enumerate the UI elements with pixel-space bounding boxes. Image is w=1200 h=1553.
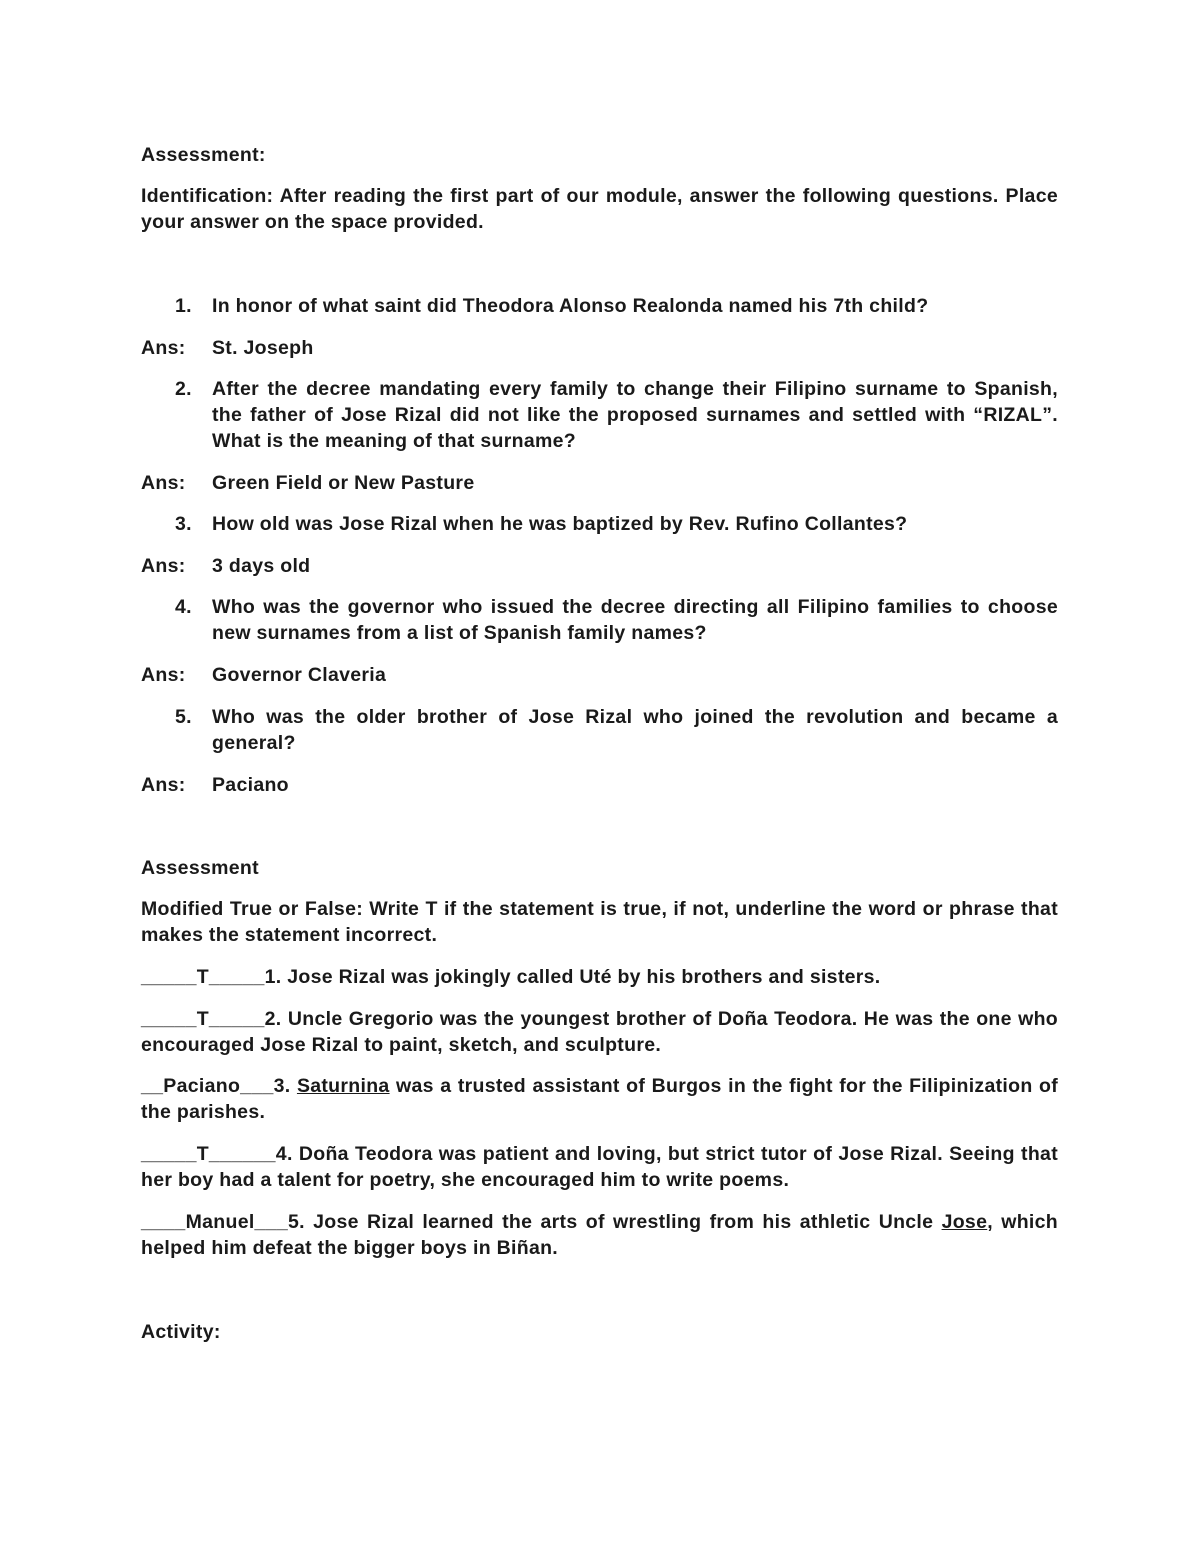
question-number: 4. xyxy=(175,596,192,618)
answer-value: Paciano xyxy=(212,774,289,796)
true-false-item xyxy=(141,964,1058,990)
answer-label: Ans: xyxy=(141,664,186,686)
statement-text: , which helped him defeat the bigger boys in Biñan. xyxy=(141,1211,1058,1259)
underlined-word: Jose xyxy=(941,1211,988,1233)
true-false-item xyxy=(141,1209,1058,1261)
answer-blank: _____T_____2. xyxy=(141,1008,282,1030)
document-page xyxy=(141,0,1058,1553)
true-false-item xyxy=(141,1006,1058,1058)
true-false-instructions: Modified True or False: Write T if the statement is true, if not, underline the word or phrase that makes the statement incorrect. xyxy=(141,898,1058,946)
assessment-heading: Assessment xyxy=(141,857,259,879)
statement-text: Doña Teodora was patient and loving, but strict tutor of Jose Rizal. Seeing that her boy had a talent for poetry, she encouraged him to write poems. xyxy=(141,1143,1058,1191)
statement-text: Jose Rizal learned the arts of wrestling from his athletic Uncle xyxy=(304,1211,942,1233)
statement-text: Jose Rizal was jokingly called Uté by his brothers and sisters. xyxy=(281,966,881,988)
question-number: 3. xyxy=(175,513,192,535)
question-number: 1. xyxy=(175,295,192,317)
question-number: 2. xyxy=(175,378,192,400)
answer-value: St. Joseph xyxy=(212,337,314,359)
answer-value: Governor Claveria xyxy=(212,664,387,686)
assessment-heading: Assessment: xyxy=(141,144,266,166)
question-number: 5. xyxy=(175,706,192,728)
true-false-item xyxy=(141,1073,1058,1125)
identification-instructions: Identification: After reading the first part of our module, answer the following questions. Place your answer on the space provided. xyxy=(141,185,1058,233)
statement-text: Uncle Gregorio was the youngest brother of Doña Teodora. He was the one who encouraged Jose Rizal to paint, sketch, and sculpture. xyxy=(141,1008,1058,1056)
question-text: After the decree mandating every family to change their Filipino surname to Spanish, the father of Jose Rizal did not like the proposed surnames and settled with “RIZAL”. What is the meaning of that surname? xyxy=(212,378,1058,452)
answer-label: Ans: xyxy=(141,337,186,359)
answer-label: Ans: xyxy=(141,555,186,577)
question-text: In honor of what saint did Theodora Alonso Realonda named his 7th child? xyxy=(212,295,929,317)
answer-value: Green Field or New Pasture xyxy=(212,472,475,494)
answer-label: Ans: xyxy=(141,472,186,494)
question-text: Who was the older brother of Jose Rizal who joined the revolution and became a general? xyxy=(212,706,1058,754)
activity-heading: Activity: xyxy=(141,1321,221,1343)
answer-value: 3 days old xyxy=(212,555,311,577)
answer-blank: __Paciano___3. xyxy=(141,1075,291,1097)
answer-blank: _____T_____1. xyxy=(141,966,282,988)
answer-blank: ____Manuel___5. xyxy=(141,1211,305,1233)
question-text: Who was the governor who issued the decree directing all Filipino families to choose new surnames from a list of Spanish family names? xyxy=(212,596,1058,644)
question-text: How old was Jose Rizal when he was baptized by Rev. Rufino Collantes? xyxy=(212,513,908,535)
answer-label: Ans: xyxy=(141,774,186,796)
true-false-item xyxy=(141,1141,1058,1193)
underlined-word: Saturnina xyxy=(296,1075,390,1097)
answer-blank: _____T______4. xyxy=(141,1143,293,1165)
statement-text: was a trusted assistant of Burgos in the fight for the Filipinization of the parishes. xyxy=(141,1075,1058,1123)
